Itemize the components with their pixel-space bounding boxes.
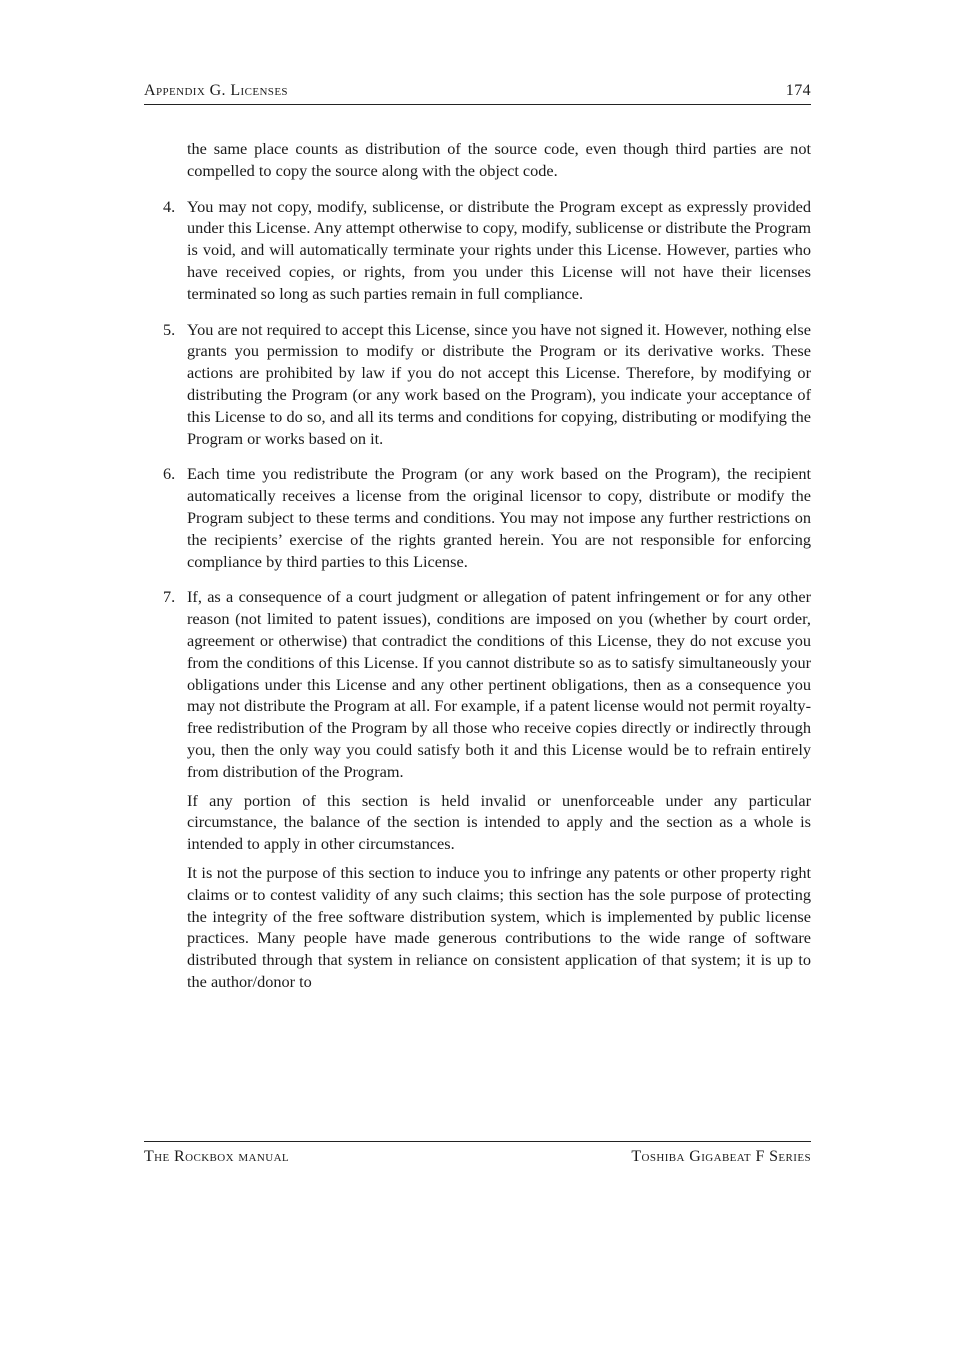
page-body — [144, 138, 811, 1007]
chapter-title: Appendix G. Licenses — [144, 82, 288, 99]
footer-manual-title: The Rockbox manual — [144, 1148, 290, 1165]
item-number: 6. — [163, 464, 176, 484]
item-number: 4. — [163, 196, 176, 216]
list-item-4 — [144, 196, 811, 305]
running-header — [144, 82, 811, 105]
continued-paragraph: the same place counts as distribution of the source code, even though third parties are not compelled to copy the source along with the object code. — [187, 139, 811, 180]
item-paragraph: Each time you redistribute the Program (or any work based on the Program), the recipient automatically receives a license from the original licensor to copy, distribute or modify the Program subject to these terms and conditions. You may not impose any further restrictions on the recipients’ exercise of the rights granted herein. You are not responsible for enforcing compliance by third parties to this License. — [187, 464, 811, 571]
running-footer — [144, 1141, 811, 1172]
item-paragraph: If, as a consequence of a court judgment or allegation of patent infringement or for any other reason (not limited to patent issues), conditions are imposed on you (whether by court order, agreement or otherwise) that contradict the conditions of this License, they do not excuse you from the conditions of this License. If you cannot distribute so as to satisfy simultaneously your obligations under this License and any other pertinent obligations, then as a consequence you may not distribute the Program at all. For example, if a patent license would not permit royalty-free redistribution of the Program by all those who receive copies directly or indirectly through you, then the only way you could satisfy both it and this License would be to refrain entirely from distribution of the Program. — [187, 587, 812, 781]
item-number: 7. — [163, 587, 176, 607]
list-item-6 — [144, 463, 811, 572]
item-number: 5. — [163, 319, 176, 339]
list-item-7 — [144, 586, 811, 992]
item-paragraph: You are not required to accept this License, since you have not signed it. However, nothing else grants you permission to modify or distribute the Program or its derivative works. These actions are prohibited by law if you do not accept this License. Therefore, by modifying or distributing the Program (or any work based on the Program), you indicate your acceptance of this License to do so, and all its terms and conditions for copying, distributing or modifying the Program or works based on it. — [187, 319, 811, 448]
list-item-5 — [144, 319, 811, 450]
footer-device-name: Toshiba Gigabeat F Series — [631, 1148, 811, 1165]
item-paragraph: It is not the purpose of this section to induce you to infringe any patents or other property right claims or to contest validity of any such claims; this section has the sole purpose of protecting the integrity of the free software distribution system, which is implemented by public license practices. Many people have made generous contributions to the wide range of software distributed through that system in reliance on consistent application of that system; it is up to the author/donor to — [187, 862, 811, 991]
item-paragraph: You may not copy, modify, sublicense, or distribute the Program except as expressly provided under this License. Any attempt otherwise to copy, modify, sublicense or distribute the Program is void, and will automatically terminate your rights under this License. However, parties who have received copies, or rights, from you under this License will not have their licenses terminated so long as such parties remain in full compliance. — [187, 196, 811, 303]
item-paragraph: If any portion of this section is held invalid or unenforceable under any particular circumstance, the balance of the section is intended to apply and the section as a whole is intended to apply in other circumstances. — [187, 790, 811, 854]
page-number: 174 — [785, 82, 811, 99]
